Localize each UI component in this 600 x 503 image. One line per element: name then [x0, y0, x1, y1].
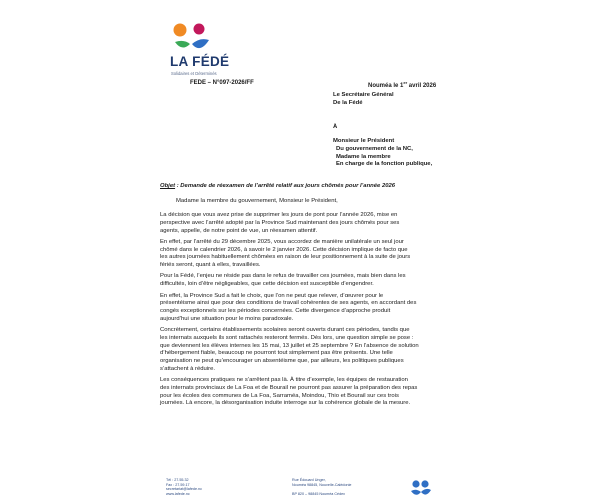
paragraph-line: des internats provinciaux de La Foa et de Bourail ne pourront pas assurer la préparation des repas: [160, 384, 418, 391]
body-paragraph: [160, 239, 448, 270]
paragraph-line: s’attachent à réduire.: [160, 365, 216, 372]
paragraph-line: Pour la Fédé, l’enjeu ne réside pas dans le refus de travailler ces journées, mais bien dans les: [160, 273, 406, 280]
paragraph-line: organisation ne peut qu’encourager un absentéisme que, par ailleurs, les politiques publiques: [160, 358, 404, 365]
recipient-block: Monsieur le Président Du gouvernement de la NC, Madame la membre En charge de la fonction publique,: [333, 138, 433, 168]
paragraph-line: présentéisme ainsi que pour des conditions de travail cohérentes de ses agents, en accordant des: [160, 300, 417, 307]
paragraph-line: agents, appelle, de notre point de vue, un réexamen attentif.: [160, 227, 318, 234]
sender-block: Le Secrétaire Général De la Fédé: [333, 92, 394, 106]
paragraph-line: les autres journées habituellement chômées en raison de leur positionnement à la suite de jours: [160, 254, 411, 261]
paragraph-line: chômé dans le calendrier 2026, à savoir le 2 janvier 2026. Cette décision implique de facto que: [160, 246, 408, 253]
letter-body: [160, 212, 448, 412]
letter-reference: FEDE – N°097-2026/FF: [190, 80, 254, 86]
recipient-prefix: À: [333, 124, 338, 130]
body-paragraph: [160, 293, 448, 324]
paragraph-line: En effet, par l’arrêté du 29 décembre 2025, vous accordez de manière unilatérale un seul jour: [160, 238, 404, 245]
fede-logo-icon: [172, 22, 212, 56]
paragraph-line: pour les écoles des communes de La Foa, Sarraméa, Moindou, Thio et Bourail sur ces trois: [160, 392, 399, 399]
paragraph-line: que deviennent les élèves internes les 15 mai, 13 juillet et 25 septembre ? En l’absence de solution: [160, 342, 419, 349]
paragraph-line: les internats auxquels ils sont rattachés resteront fermés. Dès lors, une question simple se pose :: [160, 334, 414, 341]
footer-contact: Tél : 27.55.32 Fax : 27.59.17 secretariat@lafede.nc www.lafede.nc: [166, 478, 202, 496]
footer-address: Rue Édouard Unger, Nouméa 98845, Nouvelle-Calédonie BP 820 – 98845 Nouméa Cédex: [292, 478, 352, 496]
paragraph-line: La décision que vous avez prise de supprimer les jours de pont pour l’année 2026, mise en: [160, 212, 398, 218]
salutation: Madame la membre du gouvernement, Monsieur le Président,: [176, 198, 338, 204]
brand-name: LA FÉDÉ: [170, 54, 230, 69]
body-paragraph: [160, 212, 448, 235]
paragraph-line: Les conséquences pratiques ne s’arrêtent pas là. À titre d’exemple, les équipes de restauration: [160, 377, 408, 384]
footer-logo-icon: [410, 480, 432, 498]
paragraph-line: En effet, la Province Sud a fait le choix, que l’on ne peut que relever, d’œuvrer pour le: [160, 292, 384, 299]
body-paragraph: [160, 273, 448, 289]
paragraph-line: Concrètement, certains établissements scolaires seront ouverts durant ces périodes, tandis que: [160, 327, 410, 334]
body-paragraph: [160, 377, 448, 408]
brand-tagline: Solidaires et Déterminés: [171, 71, 217, 76]
paragraph-line: congés exceptionnels sur les périodes concernées. Cette divergence d’approche produit: [160, 308, 391, 315]
letter-date: Nouméa le 1er avril 2026: [368, 80, 437, 89]
paragraph-line: difficultés, loin d’être négligeables, que cette décision est susceptible d’engendrer.: [160, 281, 374, 288]
letter-subject: Objet : Demande de réexamen de l’arrêté relatif aux jours chômés pour l’année 2026: [160, 183, 396, 189]
paragraph-line: fériés seront, quant à elles, travaillées.: [160, 262, 261, 269]
paragraph-line: journées. Là encore, la désorganisation induite interroge sur la cohérence globale de la mesure.: [160, 400, 411, 407]
letter-footer: [0, 478, 600, 503]
paragraph-line: d’hébergement fiable, beaucoup ne pourront tout simplement pas être présents. Une telle: [160, 350, 393, 357]
paragraph-line: aujourd’hui une situation pour le moins paradoxale.: [160, 315, 294, 322]
paragraph-line: perspective avec l’arrêté adopté par la Province Sud maintenant des jours chômés pour ses: [160, 219, 400, 226]
body-paragraph: [160, 327, 448, 374]
